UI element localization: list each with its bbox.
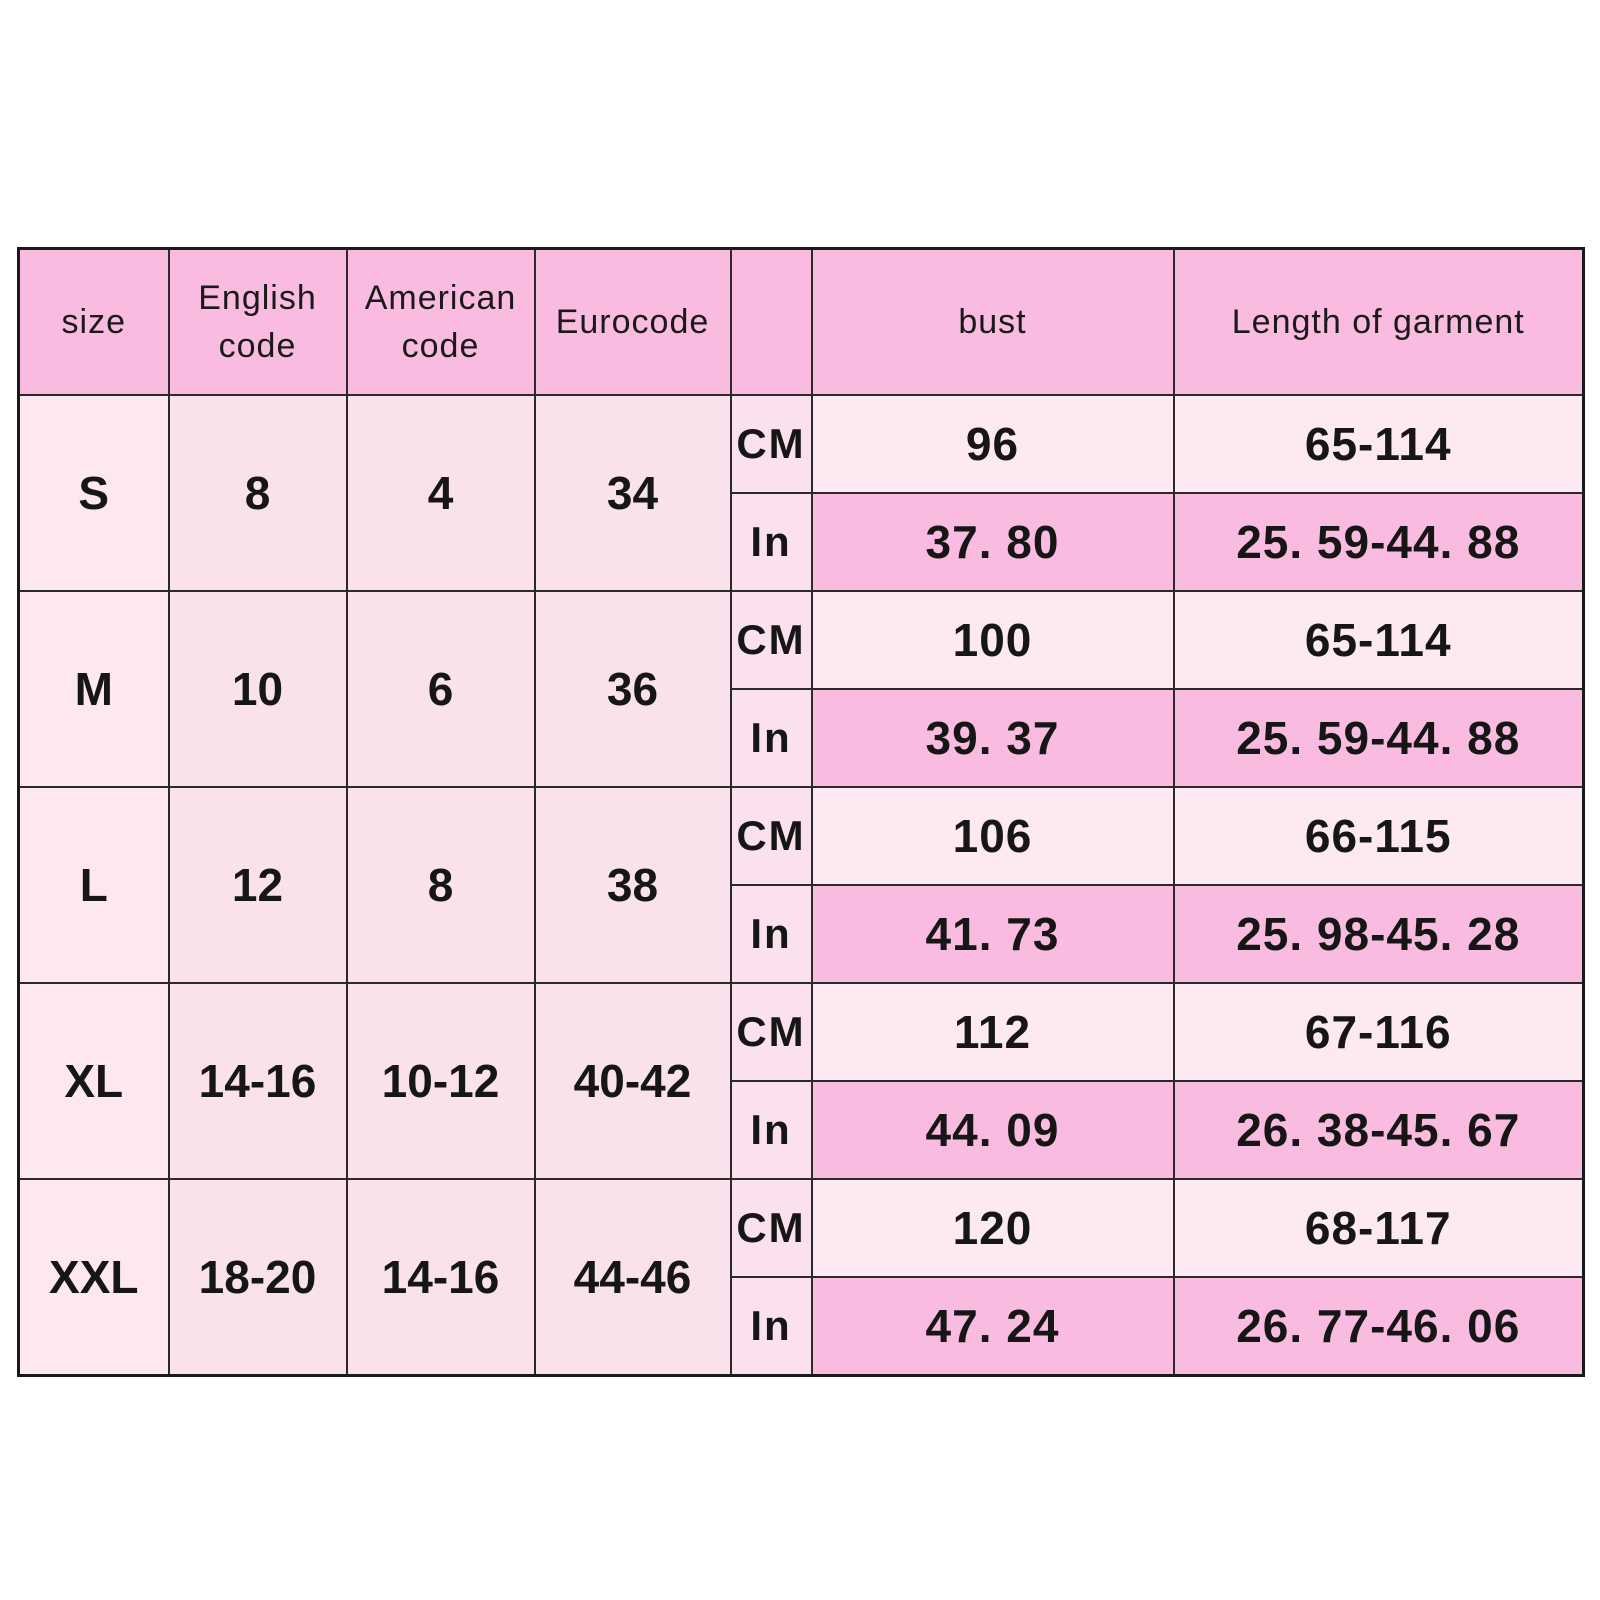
- length-in: 26. 77-46. 06: [1174, 1277, 1584, 1376]
- table-row: [19, 787, 1584, 885]
- english-code-value: 12: [169, 787, 347, 983]
- eurocode-value: 38: [535, 787, 731, 983]
- bust-in: 39. 37: [812, 689, 1174, 787]
- bust-in: 44. 09: [812, 1081, 1174, 1179]
- length-cm: 65-114: [1174, 591, 1584, 689]
- table-row: [19, 591, 1584, 689]
- bust-in: 47. 24: [812, 1277, 1174, 1376]
- american-code-value: 10-12: [347, 983, 535, 1179]
- size-label: XL: [19, 983, 169, 1179]
- american-code-value: 8: [347, 787, 535, 983]
- length-in: 25. 59-44. 88: [1174, 689, 1584, 787]
- american-code-value: 4: [347, 395, 535, 591]
- english-code-value: 18-20: [169, 1179, 347, 1376]
- header-unit: [731, 249, 812, 396]
- bust-in: 37. 80: [812, 493, 1174, 591]
- length-cm: 65-114: [1174, 395, 1584, 493]
- table-row: [19, 983, 1584, 1081]
- unit-in: In: [731, 1277, 812, 1376]
- size-label: L: [19, 787, 169, 983]
- header-length: Length of garment: [1174, 249, 1584, 396]
- length-cm: 67-116: [1174, 983, 1584, 1081]
- american-code-value: 6: [347, 591, 535, 787]
- eurocode-value: 40-42: [535, 983, 731, 1179]
- eurocode-value: 44-46: [535, 1179, 731, 1376]
- header-english-code: English code: [169, 249, 347, 396]
- unit-in: In: [731, 1081, 812, 1179]
- bust-cm: 120: [812, 1179, 1174, 1277]
- unit-in: In: [731, 885, 812, 983]
- header-size: size: [19, 249, 169, 396]
- eurocode-value: 36: [535, 591, 731, 787]
- unit-cm: CM: [731, 983, 812, 1081]
- unit-cm: CM: [731, 591, 812, 689]
- table-row: [19, 395, 1584, 493]
- header-row: [19, 249, 1584, 396]
- length-in: 25. 98-45. 28: [1174, 885, 1584, 983]
- american-code-value: 14-16: [347, 1179, 535, 1376]
- length-in: 26. 38-45. 67: [1174, 1081, 1584, 1179]
- bust-cm: 112: [812, 983, 1174, 1081]
- header-bust: bust: [812, 249, 1174, 396]
- header-eurocode: Eurocode: [535, 249, 731, 396]
- unit-in: In: [731, 493, 812, 591]
- length-in: 25. 59-44. 88: [1174, 493, 1584, 591]
- unit-in: In: [731, 689, 812, 787]
- length-cm: 66-115: [1174, 787, 1584, 885]
- length-cm: 68-117: [1174, 1179, 1584, 1277]
- bust-cm: 106: [812, 787, 1174, 885]
- header-american-code: American code: [347, 249, 535, 396]
- english-code-value: 14-16: [169, 983, 347, 1179]
- bust-in: 41. 73: [812, 885, 1174, 983]
- size-label: S: [19, 395, 169, 591]
- eurocode-value: 34: [535, 395, 731, 591]
- english-code-value: 10: [169, 591, 347, 787]
- bust-cm: 100: [812, 591, 1174, 689]
- unit-cm: CM: [731, 787, 812, 885]
- size-label: M: [19, 591, 169, 787]
- bust-cm: 96: [812, 395, 1174, 493]
- size-chart-table: [17, 247, 1585, 1377]
- unit-cm: CM: [731, 395, 812, 493]
- table-row: [19, 1179, 1584, 1277]
- english-code-value: 8: [169, 395, 347, 591]
- unit-cm: CM: [731, 1179, 812, 1277]
- size-label: XXL: [19, 1179, 169, 1376]
